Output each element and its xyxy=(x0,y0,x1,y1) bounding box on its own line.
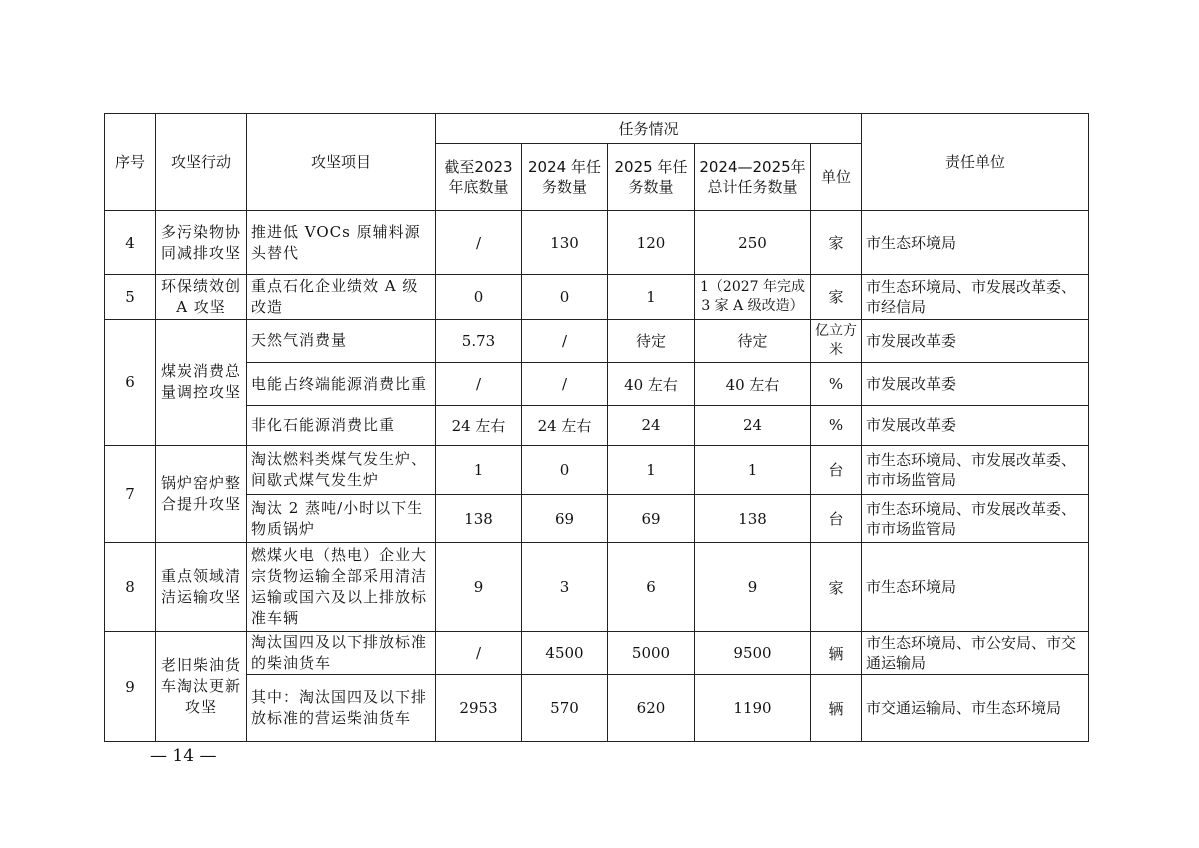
resp-cell: 市交通运输局、市生态环境局 xyxy=(862,675,1089,742)
unit-cell: % xyxy=(811,406,862,445)
table-row xyxy=(105,362,1089,405)
resp-cell: 市生态环境局 xyxy=(862,210,1089,275)
header-col-2025: 2025 年任务数量 xyxy=(608,144,695,211)
value-2023-cell: 9 xyxy=(436,543,522,632)
value-2024-cell: 3 xyxy=(522,543,608,632)
header-project: 攻坚项目 xyxy=(247,114,436,211)
value-2024-cell: 0 xyxy=(522,445,608,494)
unit-cell: 亿立方米 xyxy=(811,319,862,362)
total-cell: 9500 xyxy=(695,632,811,675)
value-2023-cell: / xyxy=(436,362,522,405)
header-seq: 序号 xyxy=(105,114,156,211)
header-col-unit: 单位 xyxy=(811,144,862,211)
value-2024-cell: / xyxy=(522,319,608,362)
project-cell: 淘汰国四及以下排放标准的柴油货车 xyxy=(247,632,436,675)
resp-cell: 市发展改革委 xyxy=(862,406,1089,445)
project-cell: 淘汰燃料类煤气发生炉、间歇式煤气发生炉 xyxy=(247,445,436,494)
value-2025-cell: 待定 xyxy=(608,319,695,362)
value-2025-cell: 24 xyxy=(608,406,695,445)
total-cell: 24 xyxy=(695,406,811,445)
project-cell: 天然气消费量 xyxy=(247,319,436,362)
header-col-2024: 2024 年任务数量 xyxy=(522,144,608,211)
value-2023-cell: 138 xyxy=(436,494,522,542)
seq-cell: 8 xyxy=(105,543,156,632)
header-task-group: 任务情况 xyxy=(436,114,862,144)
unit-cell: 台 xyxy=(811,494,862,542)
table-row xyxy=(105,494,1089,542)
total-cell: 1 xyxy=(695,445,811,494)
table-row xyxy=(105,675,1089,742)
value-2025-cell: 1 xyxy=(608,445,695,494)
table-row xyxy=(105,210,1089,275)
project-cell: 燃煤火电（热电）企业大宗货物运输全部采用清洁运输或国六及以上排放标准车辆 xyxy=(247,543,436,632)
value-2024-cell: 0 xyxy=(522,275,608,319)
total-cell: 9 xyxy=(695,543,811,632)
value-2024-cell: 24 左右 xyxy=(522,406,608,445)
unit-cell: 辆 xyxy=(811,632,862,675)
project-cell: 淘汰 2 蒸吨/小时以下生物质锅炉 xyxy=(247,494,436,542)
total-cell: 138 xyxy=(695,494,811,542)
action-cell: 重点领域清洁运输攻坚 xyxy=(156,543,247,632)
total-cell: 250 xyxy=(695,210,811,275)
total-cell: 40 左右 xyxy=(695,362,811,405)
header-col-total: 2024—2025年总计任务数量 xyxy=(695,144,811,211)
value-2023-cell: 1 xyxy=(436,445,522,494)
value-2023-cell: 24 左右 xyxy=(436,406,522,445)
table-row xyxy=(105,319,1089,362)
header-resp: 责任单位 xyxy=(862,114,1089,211)
value-2024-cell: 570 xyxy=(522,675,608,742)
header-col-2023: 截至2023年底数量 xyxy=(436,144,522,211)
project-cell: 非化石能源消费比重 xyxy=(247,406,436,445)
seq-cell: 7 xyxy=(105,445,156,543)
value-2024-cell: 4500 xyxy=(522,632,608,675)
table-row xyxy=(105,543,1089,632)
unit-cell: 台 xyxy=(811,445,862,494)
table-row xyxy=(105,406,1089,445)
total-cell: 1（2027 年完成3 家 A 级改造） xyxy=(695,275,811,319)
value-2023-cell: 2953 xyxy=(436,675,522,742)
value-2023-cell: 5.73 xyxy=(436,319,522,362)
unit-cell: 辆 xyxy=(811,675,862,742)
total-cell: 1190 xyxy=(695,675,811,742)
table-row xyxy=(105,275,1089,319)
page-number: — 14 — xyxy=(150,746,217,766)
action-cell: 环保绩效创 A 攻坚 xyxy=(156,275,247,319)
value-2023-cell: / xyxy=(436,210,522,275)
value-2023-cell: 0 xyxy=(436,275,522,319)
value-2024-cell: 130 xyxy=(522,210,608,275)
unit-cell: 家 xyxy=(811,210,862,275)
action-cell: 煤炭消费总量调控攻坚 xyxy=(156,319,247,445)
value-2025-cell: 120 xyxy=(608,210,695,275)
action-cell: 老旧柴油货车淘汰更新攻坚 xyxy=(156,632,247,742)
action-cell: 锅炉窑炉整合提升攻坚 xyxy=(156,445,247,543)
total-cell: 待定 xyxy=(695,319,811,362)
task-table xyxy=(104,113,1089,742)
seq-cell: 6 xyxy=(105,319,156,445)
value-2025-cell: 6 xyxy=(608,543,695,632)
unit-cell: 家 xyxy=(811,543,862,632)
value-2024-cell: 69 xyxy=(522,494,608,542)
value-2025-cell: 69 xyxy=(608,494,695,542)
value-2023-cell: / xyxy=(436,632,522,675)
project-cell: 推进低 VOCs 原辅料源头替代 xyxy=(247,210,436,275)
header-action: 攻坚行动 xyxy=(156,114,247,211)
seq-cell: 9 xyxy=(105,632,156,742)
value-2025-cell: 5000 xyxy=(608,632,695,675)
seq-cell: 5 xyxy=(105,275,156,319)
table-row xyxy=(105,632,1089,675)
project-cell: 重点石化企业绩效 A 级改造 xyxy=(247,275,436,319)
resp-cell: 市发展改革委 xyxy=(862,319,1089,362)
value-2025-cell: 40 左右 xyxy=(608,362,695,405)
value-2024-cell: / xyxy=(522,362,608,405)
resp-cell: 市生态环境局、市发展改革委、市市场监管局 xyxy=(862,445,1089,494)
project-cell: 其中：淘汰国四及以下排放标准的营运柴油货车 xyxy=(247,675,436,742)
header-row xyxy=(105,114,1089,144)
project-cell: 电能占终端能源消费比重 xyxy=(247,362,436,405)
resp-cell: 市发展改革委 xyxy=(862,362,1089,405)
resp-cell: 市生态环境局、市发展改革委、市市场监管局 xyxy=(862,494,1089,542)
resp-cell: 市生态环境局 xyxy=(862,543,1089,632)
seq-cell: 4 xyxy=(105,210,156,275)
resp-cell: 市生态环境局、市公安局、市交通运输局 xyxy=(862,632,1089,675)
resp-cell: 市生态环境局、市发展改革委、市经信局 xyxy=(862,275,1089,319)
value-2025-cell: 1 xyxy=(608,275,695,319)
unit-cell: 家 xyxy=(811,275,862,319)
table-row xyxy=(105,445,1089,494)
action-cell: 多污染物协同减排攻坚 xyxy=(156,210,247,275)
unit-cell: % xyxy=(811,362,862,405)
value-2025-cell: 620 xyxy=(608,675,695,742)
